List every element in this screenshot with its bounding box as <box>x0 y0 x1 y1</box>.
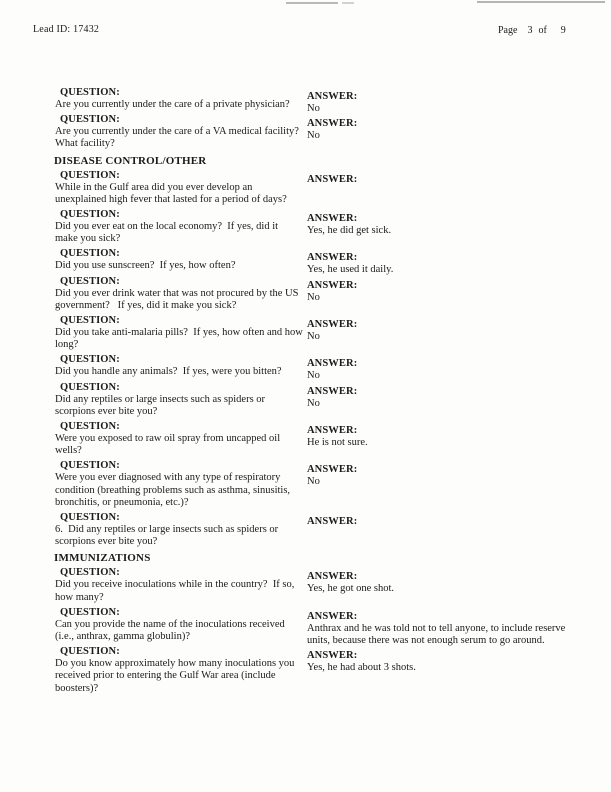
lead-id: Lead ID: 17432 <box>33 24 100 35</box>
answer-text: Yes, he had about 3 shots. <box>307 662 416 674</box>
question-label: QUESTION: <box>60 460 120 472</box>
answer-text: Anthrax and he was told not to tell anyone, to include reserve units, because there was not enough serum to go around. <box>307 622 568 647</box>
answer-label: ANSWER: <box>307 516 358 528</box>
question-text: Do you know approximately how many inoculations you received prior to entering the Gulf War area (include boosters)? <box>55 658 298 694</box>
qa-row <box>55 353 590 382</box>
answer-label: ANSWER: <box>307 91 358 102</box>
qa-row <box>55 566 590 603</box>
answer-cell <box>307 385 590 422</box>
answer-label: ANSWER: <box>307 319 358 331</box>
answer-cell <box>307 424 590 461</box>
qa-row <box>55 381 590 418</box>
qa-row <box>55 275 590 312</box>
answer-text: No <box>307 130 320 142</box>
answer-text: No <box>307 476 320 488</box>
question-label: QUESTION: <box>60 567 120 579</box>
question-label: QUESTION: <box>60 248 120 260</box>
question-cell <box>55 459 307 509</box>
question-cell <box>55 381 307 418</box>
answer-label: ANSWER: <box>307 279 358 291</box>
question-cell <box>55 353 307 378</box>
answer-cell <box>307 357 590 382</box>
question-label: QUESTION: <box>60 606 120 618</box>
answer-cell <box>307 251 590 276</box>
question-label: QUESTION: <box>60 169 120 181</box>
question-text: 6. Did any reptiles or large insects such as spiders or scorpions ever bite you? <box>55 524 281 548</box>
page-total: 9 <box>560 25 566 36</box>
question-text: Did you use sunscreen? If yes, how often? <box>55 260 236 272</box>
question-text: Did you receive inoculations while in the country? If so, how many? <box>55 579 298 603</box>
question-cell <box>55 247 307 272</box>
answer-text: No <box>307 397 320 409</box>
answer-text: No <box>307 291 320 303</box>
qa-row <box>55 86 590 114</box>
qa-row <box>55 645 590 695</box>
question-label: QUESTION: <box>60 646 120 658</box>
question-cell <box>55 275 307 312</box>
answer-cell <box>307 117 590 154</box>
question-text: Did you ever drink water that was not procured by the US government? If yes, did it make you sick? <box>55 287 302 311</box>
answer-text: Yes, he did get sick. <box>307 225 392 237</box>
question-text: Were you exposed to raw oil spray from uncapped oil wells? <box>55 433 283 457</box>
scan-artifact <box>477 1 605 3</box>
qa-row <box>55 208 590 245</box>
answer-cell <box>307 212 590 249</box>
answer-label: ANSWER: <box>307 650 358 662</box>
question-label: QUESTION: <box>60 275 120 287</box>
answer-cell <box>307 570 590 607</box>
answer-text: Yes, he used it daily. <box>307 264 394 276</box>
answer-label: ANSWER: <box>307 610 358 622</box>
question-label: QUESTION: <box>60 315 120 327</box>
answer-cell <box>307 90 590 115</box>
answer-cell <box>307 515 590 552</box>
question-label: QUESTION: <box>60 114 120 126</box>
answer-label: ANSWER: <box>307 252 358 264</box>
question-text: Did you ever eat on the local economy? If yes, did it make you sick? <box>55 221 281 245</box>
question-text: Did you handle any animals? If yes, were you bitten? <box>55 366 282 378</box>
content <box>55 86 590 697</box>
answer-label: ANSWER: <box>307 358 358 370</box>
answer-text: Yes, he got one shot. <box>307 583 395 595</box>
answer-text: He is not sure. <box>307 437 368 449</box>
qa-row <box>55 606 590 647</box>
qa-row <box>55 459 590 509</box>
scan-artifact <box>342 2 354 4</box>
question-text: Did you take anti-malaria pills? If yes, how often and how long? <box>55 327 306 351</box>
question-label: QUESTION: <box>60 87 120 98</box>
page-of-label: of <box>538 25 547 36</box>
question-cell <box>55 208 307 245</box>
question-label: QUESTION: <box>60 421 120 433</box>
answer-text: No <box>307 103 320 114</box>
answer-label: ANSWER: <box>307 571 358 583</box>
question-text: Are you currently under the care of a private physician? <box>55 99 290 110</box>
question-cell <box>55 169 307 206</box>
section-header: IMMUNIZATIONS <box>54 552 151 565</box>
answer-label: ANSWER: <box>307 425 358 437</box>
qa-row <box>55 420 590 457</box>
question-cell <box>55 420 307 457</box>
question-cell <box>55 86 307 111</box>
question-text: While in the Gulf area did you ever develop an unexplained high fever that lasted for a period of days? <box>55 181 287 205</box>
answer-cell <box>307 279 590 316</box>
qa-row <box>55 247 590 276</box>
question-cell <box>55 113 307 150</box>
page-label: Page <box>498 25 518 36</box>
question-cell <box>55 566 307 603</box>
qa-row <box>55 113 590 150</box>
question-cell <box>55 645 307 695</box>
question-text: Did any reptiles or large insects such as spiders or scorpions ever bite you? <box>55 393 268 417</box>
answer-label: ANSWER: <box>307 173 358 185</box>
question-label: QUESTION: <box>60 512 120 524</box>
qa-row <box>55 314 590 351</box>
answer-text: No <box>307 331 320 343</box>
qa-row <box>55 169 590 206</box>
page-number <box>498 25 566 36</box>
answer-text: No <box>307 370 320 382</box>
answer-label: ANSWER: <box>307 464 358 476</box>
section-header: DISEASE CONTROL/OTHER <box>54 154 207 167</box>
question-cell <box>55 314 307 351</box>
answer-cell <box>307 463 590 513</box>
answer-cell <box>307 610 590 647</box>
question-text: Were you ever diagnosed with any type of respiratory condition (breathing problems such as asthma, sinusitis, bronchitis, or pneumonia, etc.)? <box>55 472 293 508</box>
question-text: Are you currently under the care of a VA medical facility? What facility? <box>55 126 304 150</box>
answer-cell <box>307 318 590 355</box>
page-current: 3 <box>527 25 533 36</box>
answer-label: ANSWER: <box>307 213 358 225</box>
question-label: QUESTION: <box>60 381 120 393</box>
answer-cell <box>307 649 590 699</box>
answer-label: ANSWER: <box>307 385 358 397</box>
answer-cell <box>307 173 590 210</box>
question-label: QUESTION: <box>60 354 120 366</box>
answer-label: ANSWER: <box>307 118 358 130</box>
question-text: Can you provide the name of the inoculations received (i.e., anthrax, gamma globulin)? <box>55 618 288 643</box>
question-cell <box>55 606 307 643</box>
qa-row <box>55 511 590 548</box>
scan-artifact <box>286 2 338 4</box>
question-cell <box>55 511 307 548</box>
question-label: QUESTION: <box>60 209 120 221</box>
